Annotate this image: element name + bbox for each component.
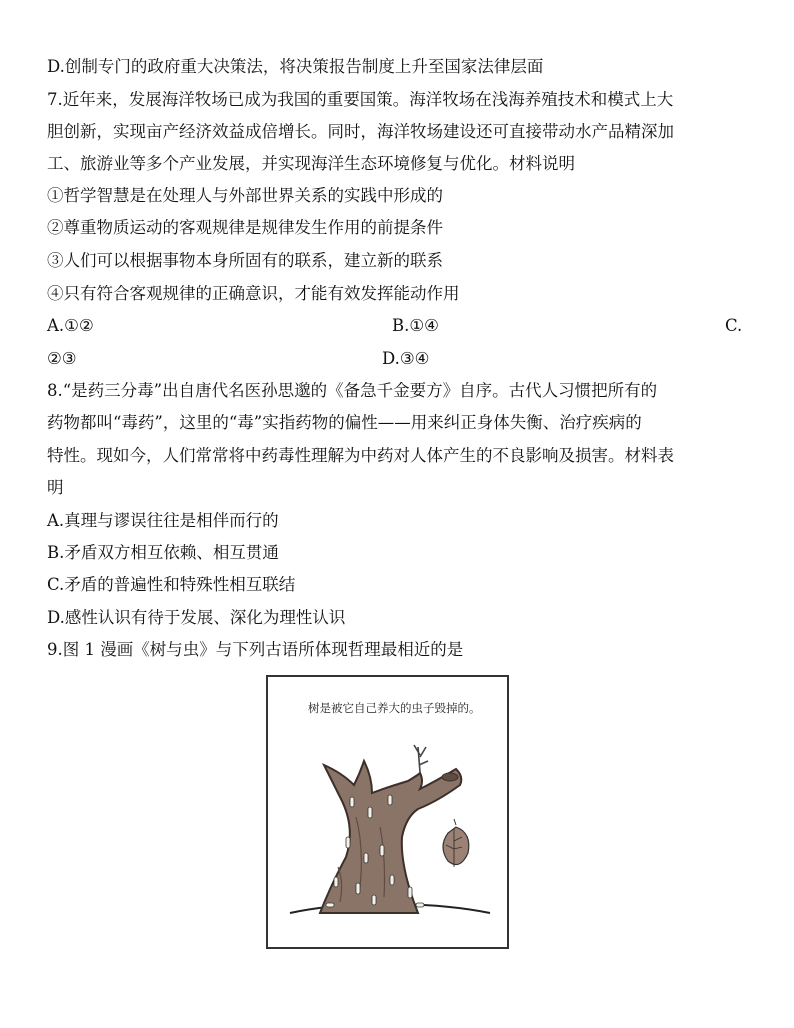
q8-stem-line-4: 明 bbox=[47, 478, 64, 497]
q8-stem-line-3: 特性。现如今，人们常常将中药毒性理解为中药对人体产生的不良影响及损害。材料表 bbox=[47, 446, 674, 465]
q8-stem-line-2: 药物都叫“毒药”，这里的“毒”实指药物的偏性——用来纠正身体失衡、治疗疾病的 bbox=[47, 413, 642, 432]
q7-statement-1: ①哲学智慧是在处理人与外部世界关系的实践中形成的 bbox=[47, 186, 443, 205]
q8-option-c: C.矛盾的普遍性和特殊性相互联结 bbox=[47, 575, 296, 594]
q7-statement-4: ④只有符合客观规律的正确意识，才能有效发挥能动作用 bbox=[47, 284, 460, 303]
q8-stem-line-1: 8.“是药三分毒”出自唐代名医孙思邈的《备急千金要方》自序。古代人习惯把所有的 bbox=[47, 381, 658, 400]
q7-statement-2: ②尊重物质运动的客观规律是规律发生作用的前提条件 bbox=[47, 218, 443, 237]
q7-stem-line-2: 胆创新，实现亩产经济效益成倍增长。同时，海洋牧场建设还可直接带动水产品精深加 bbox=[47, 122, 674, 141]
q7-options-row-1 bbox=[47, 316, 747, 336]
q7-option-d: D.③④ bbox=[382, 349, 430, 368]
q8-option-b: B.矛盾双方相互依赖、相互贯通 bbox=[47, 543, 279, 562]
comic-caption: 树是被它自己养大的虫子毁掉的。 bbox=[308, 701, 481, 715]
q7-statement-3: ③人们可以根据事物本身所固有的联系，建立新的联系 bbox=[47, 251, 443, 270]
q7-option-b: B.①④ bbox=[392, 316, 439, 335]
q8-option-d: D.感性认识有待于发展、深化为理性认识 bbox=[47, 608, 346, 627]
falling-leaf-icon bbox=[443, 819, 469, 867]
q7-stem-line-1: 7.近年来，发展海洋牧场已成为我国的重要国策。海洋牧场在浅海养殖技术和模式上大 bbox=[47, 90, 674, 109]
q7-options-row-2 bbox=[47, 349, 747, 369]
q7-option-c-content: ②③ bbox=[47, 349, 77, 368]
tree-and-worm-comic bbox=[266, 675, 509, 949]
q7-option-a: A.①② bbox=[47, 316, 94, 335]
q7-option-c: C. bbox=[725, 316, 743, 335]
tree-illustration bbox=[268, 677, 507, 947]
q6-option-d: D.创制专门的政府重大决策法，将决策报告制度上升至国家法律层面 bbox=[47, 57, 544, 76]
q7-stem-line-3: 工、旅游业等多个产业发展，并实现海洋生态环境修复与优化。材料说明 bbox=[47, 154, 575, 173]
twig-icon bbox=[414, 745, 428, 772]
q9-stem: 9.图 1 漫画《树与虫》与下列古语所体现哲理最相近的是 bbox=[47, 640, 464, 659]
q8-option-a: A.真理与谬误往往是相伴而行的 bbox=[47, 511, 279, 530]
